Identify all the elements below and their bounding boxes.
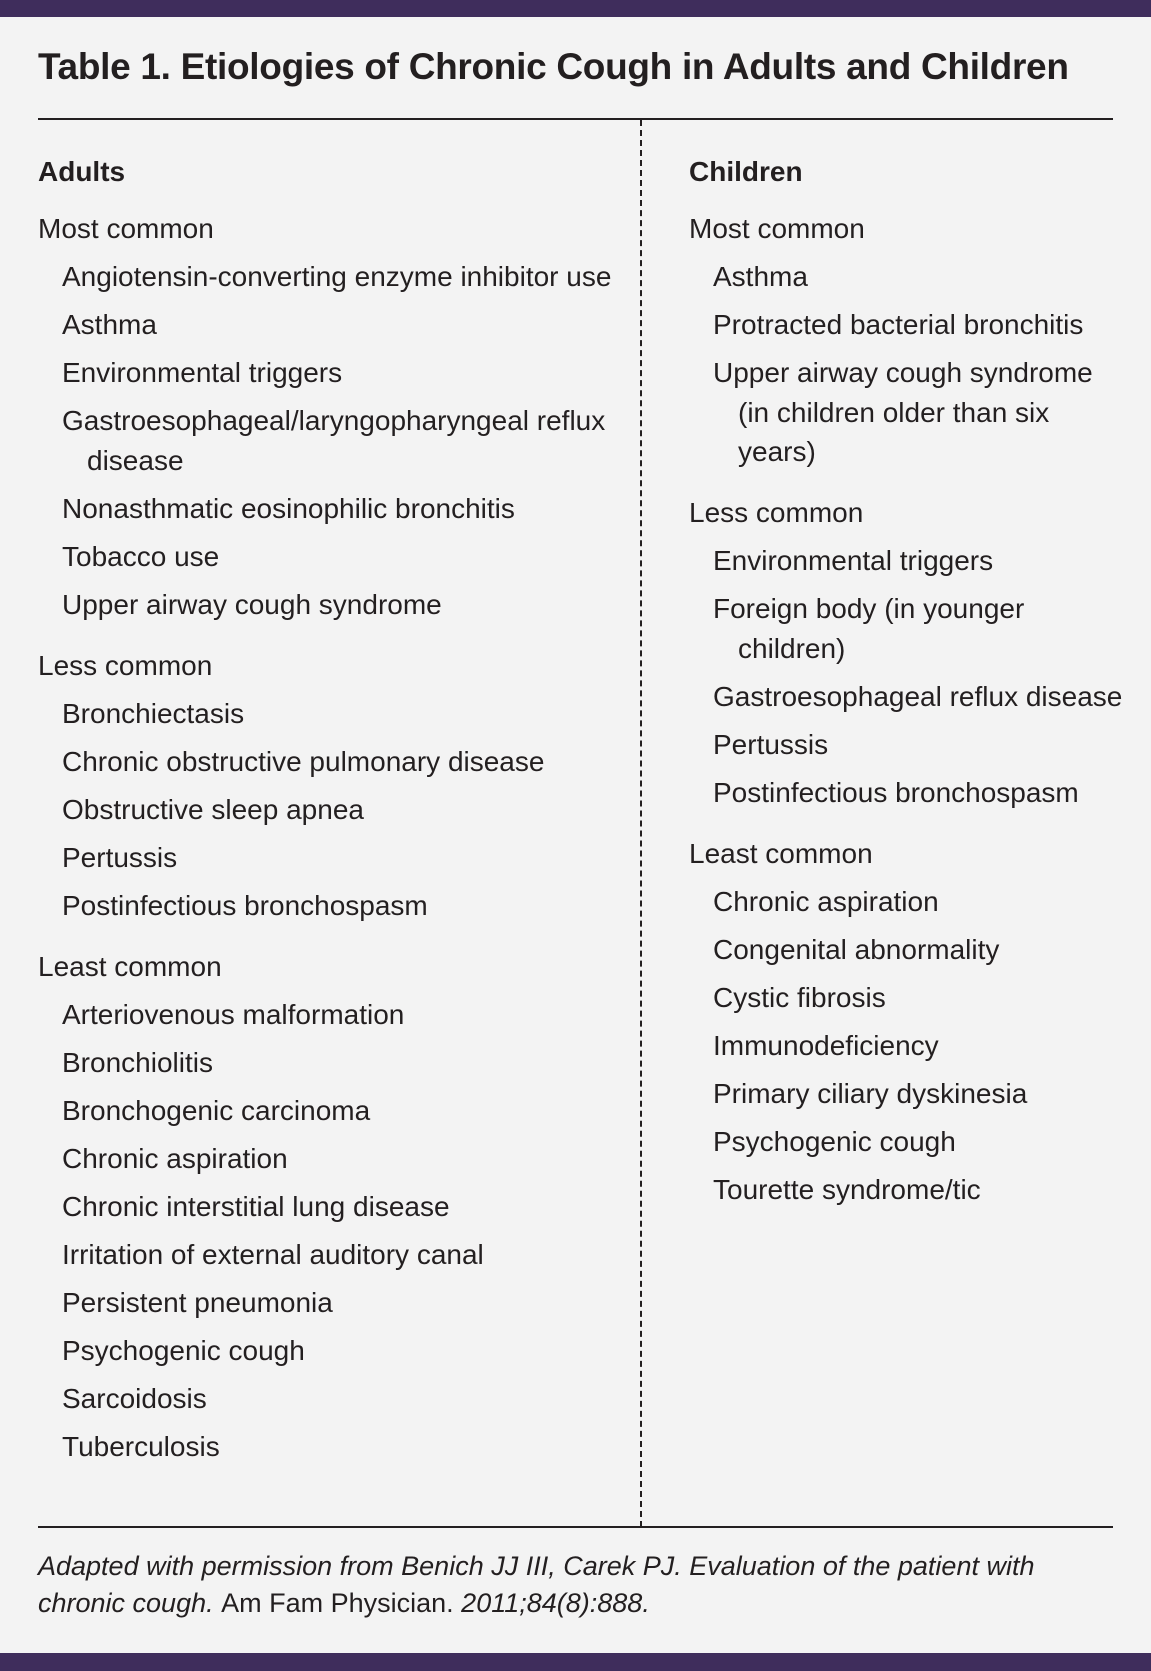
adults-column (38, 152, 628, 1466)
list-item: Psychogenic cough (713, 1125, 956, 1157)
list-item: Environmental triggers (713, 545, 994, 576)
list-item: Immunodeficiency (713, 1029, 939, 1061)
frequency-category: Least common (689, 837, 873, 869)
list-item: Sarcoidosis (62, 1382, 207, 1414)
list-item: Chronic interstitial lung disease (62, 1190, 450, 1222)
list-item: Environmental triggers (62, 357, 343, 388)
list-item: Asthma (713, 261, 808, 292)
list-item: Psychogenic cough (62, 1334, 305, 1366)
list-item: Tuberculosis (62, 1430, 220, 1462)
list-item: Pertussis (62, 841, 178, 873)
list-item: Postinfectious bronchospasm (713, 776, 1079, 808)
top-rule (38, 118, 1113, 120)
list-item: Bronchiectasis (62, 697, 245, 729)
list-item: Tobacco use (62, 540, 220, 572)
top-accent-bar (0, 0, 1151, 17)
column-heading: Adults (38, 156, 126, 187)
list-item: Postinfectious bronchospasm (62, 889, 428, 921)
list-item: Bronchogenic carcinoma (62, 1094, 371, 1126)
list-item: Asthma (62, 309, 157, 340)
column-heading: Children (689, 156, 803, 187)
list-item: Obstructive sleep apnea (62, 793, 364, 825)
list-item: Cystic fibrosis (713, 981, 886, 1013)
list-item: Irritation of external auditory canal (62, 1238, 484, 1270)
footnote-text: Adapted with permission from Benich JJ III, Carek PJ. Evaluation of the patient with chronic cough. (38, 1551, 1035, 1618)
list-item: Pertussis (713, 728, 829, 760)
list-item: Bronchiolitis (62, 1046, 213, 1078)
source-footnote (38, 1548, 1118, 1622)
frequency-category: Less common (38, 649, 213, 681)
list-item: Arteriovenous malformation (62, 998, 405, 1030)
frequency-category: Most common (689, 213, 865, 244)
list-item: Upper airway cough syndrome (62, 588, 442, 620)
footnote-citation: 2011;84(8):888. (453, 1588, 650, 1618)
list-item: Gastroesophageal/laryngopharyngeal reflux disease (62, 405, 606, 476)
list-item: Chronic aspiration (62, 1142, 288, 1174)
list-item: Persistent pneumonia (62, 1286, 333, 1318)
list-item: Primary ciliary dyskinesia (713, 1077, 1028, 1109)
column-divider (640, 120, 642, 1527)
list-item: Chronic obstructive pulmonary disease (62, 745, 545, 777)
list-item: Congenital abnormality (713, 933, 1000, 965)
list-item: Gastroesophageal reflux disease (713, 680, 1123, 712)
list-item: Protracted bacterial bronchitis (713, 309, 1084, 340)
list-item: Chronic aspiration (713, 885, 939, 917)
table-title: Table 1. Etiologies of Chronic Cough in Adults and Children (38, 46, 1069, 87)
bottom-rule (38, 1526, 1113, 1528)
list-item: Angiotensin-converting enzyme inhibitor use (62, 261, 612, 292)
frequency-category: Less common (689, 497, 864, 528)
list-item: Foreign body (in younger children) (713, 593, 1025, 664)
frequency-category: Least common (38, 950, 222, 982)
children-column (689, 152, 1129, 1209)
bottom-accent-bar (0, 1653, 1151, 1671)
list-item: Nonasthmatic eosinophilic bronchitis (62, 492, 515, 524)
journal-name: Am Fam Physician. (221, 1588, 454, 1618)
list-item: Upper airway cough syndrome (in children older than six years) (713, 357, 1093, 467)
list-item: Tourette syndrome/tic (713, 1173, 981, 1205)
frequency-category: Most common (38, 213, 214, 244)
